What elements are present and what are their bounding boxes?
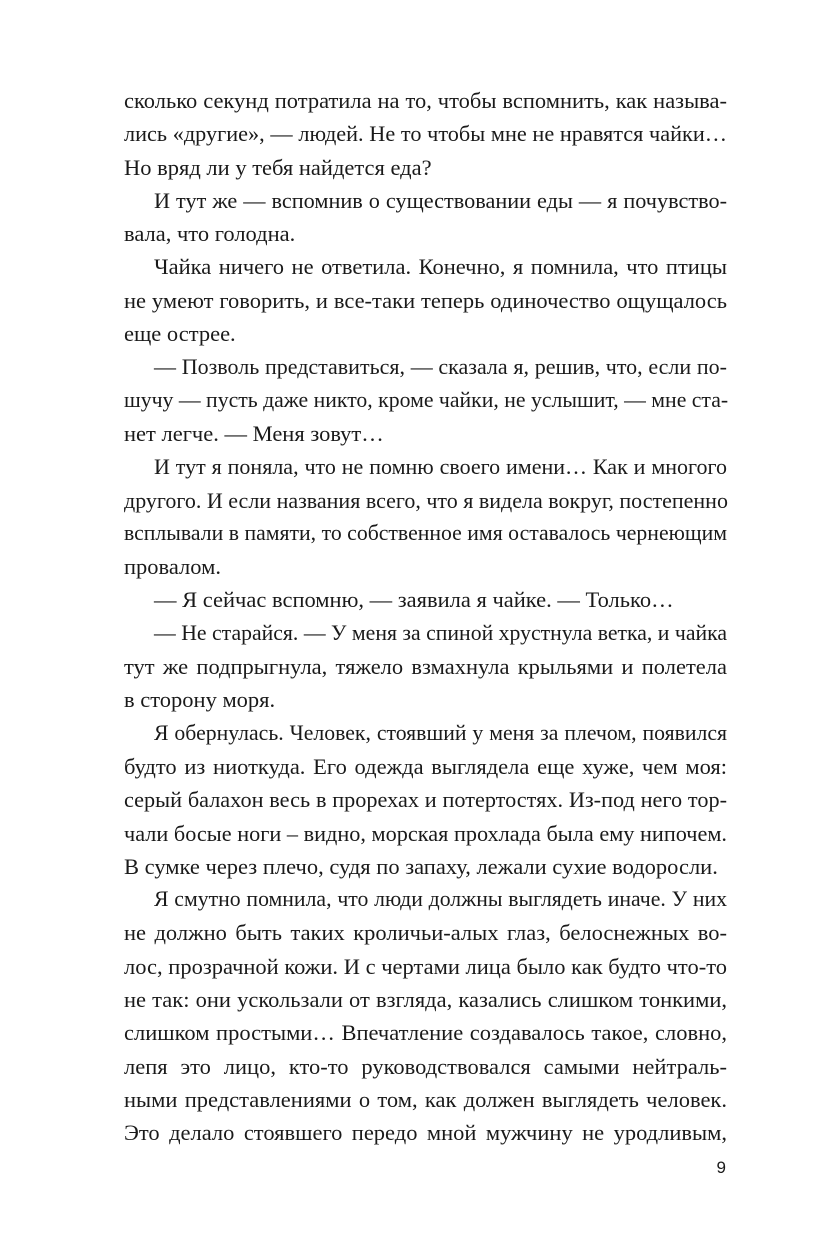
text-line: ными представлениями о том, как должен выглядеть человек. <box>124 1086 727 1112</box>
text-line: не должно быть таких кроличьи-алых глаз, белоснежных во- <box>124 920 727 946</box>
text-line: чали босые ноги – видно, морская прохлада была ему нипочем. <box>124 820 727 846</box>
text-line: еще острее. <box>124 321 236 347</box>
text-line: не так: они ускользали от взгляда, казались слишком тонкими, <box>124 987 727 1013</box>
text-line: всплывали в памяти, то собственное имя оставалось чернеющим <box>124 520 727 545</box>
text-line: тут же подпрыгнула, тяжело взмахнула крыльями и полетела <box>124 654 727 680</box>
text-line: Чайка ничего не ответила. Конечно, я помнила, что птицы <box>154 254 727 280</box>
text-line: — Я сейчас вспомню, — заявила я чайке. — Только… <box>154 587 674 613</box>
text-line: Я смутно помнила, что люди должны выглядеть иначе. У них <box>154 887 727 912</box>
text-line: И тут я поняла, что не помню своего имени… Как и многого <box>154 454 727 480</box>
text-line: слишком простыми… Впечатление создавалось такое, словно, <box>124 1020 727 1046</box>
text-line: вала, что голодна. <box>124 221 296 247</box>
text-line: — Позволь представиться, — сказала я, решив, что, если по- <box>154 354 727 380</box>
text-line: В сумке через плечо, судя по запаху, лежали сухие водоросли. <box>124 853 718 879</box>
text-line: сколько секунд потратила на то, чтобы вспомнить, как называ- <box>124 88 727 113</box>
text-line: — Не старайся. — У меня за спиной хрустнула ветка, и чайка <box>154 620 727 645</box>
page-number: 9 <box>716 1158 726 1177</box>
text-line: провалом. <box>124 554 221 580</box>
text-line: не умеют говорить, и все-таки теперь одиночество ощущалось <box>124 287 727 313</box>
text-line: Это делало стоявшего передо мной мужчину не уродливым, <box>124 1120 727 1146</box>
text-line: будто из ниоткуда. Его одежда выглядела еще хуже, чем моя: <box>124 753 727 779</box>
text-line: серый балахон весь в прорехах и потертостях. Из-под него тор- <box>124 787 727 813</box>
text-line: лепя это лицо, кто-то руководствовался самыми нейтраль- <box>124 1053 727 1079</box>
text-line: шучу — пусть даже никто, кроме чайки, не услышит, — мне ста- <box>124 387 729 412</box>
text-line: И тут же — вспомнив о существовании еды — я почувство- <box>154 187 727 213</box>
text-line: нет легче. — Меня зовут… <box>124 420 384 446</box>
page-body-text <box>124 84 727 1150</box>
text-line: другого. И если названия всего, что я видела вокруг, постепенно <box>124 487 728 513</box>
text-line: Но вряд ли у тебя найдется еда? <box>124 154 432 180</box>
text-line: лись «другие», — людей. Не то чтобы мне не нравятся чайки… <box>124 121 727 147</box>
text-line: Я обернулась. Человек, стоявший у меня за плечом, появился <box>154 720 727 745</box>
text-line: в сторону моря. <box>124 687 276 713</box>
text-line: лос, прозрачной кожи. И с чертами лица было как будто что-то <box>124 953 727 979</box>
